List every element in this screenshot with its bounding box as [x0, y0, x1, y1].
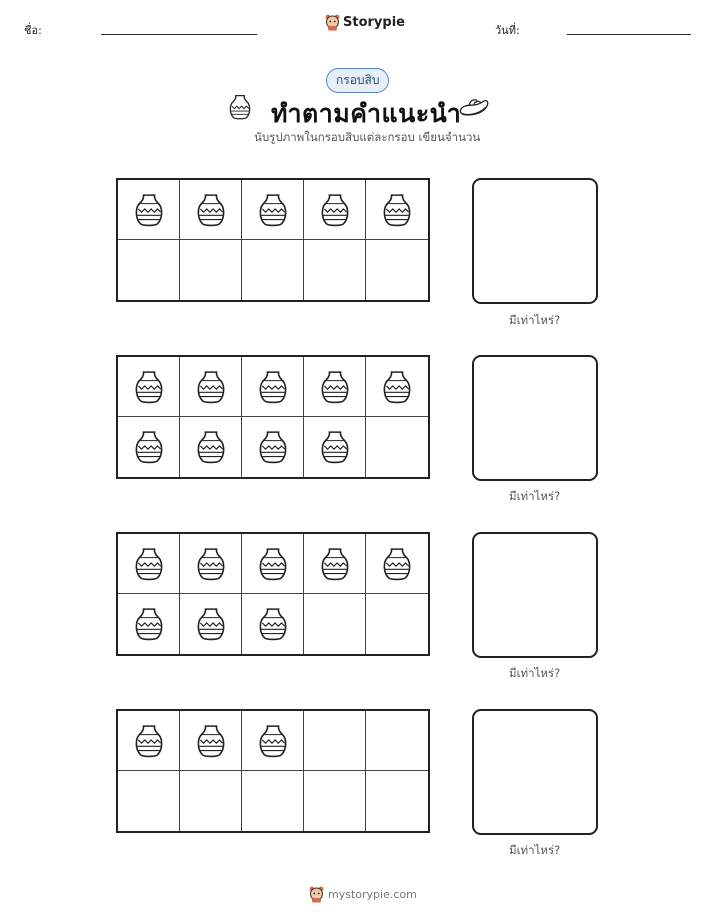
ten-frame-cell: [366, 357, 428, 417]
answer-box-1[interactable]: [472, 178, 598, 304]
vase-icon: [132, 721, 166, 761]
vase-icon: [194, 367, 228, 407]
date-label: วันที่:: [495, 24, 520, 37]
ten-frame-cell: [304, 357, 366, 417]
ten-frame-cell: [180, 180, 242, 240]
ten-frame-cell: [118, 594, 180, 654]
ten-frame-cell: [242, 240, 304, 300]
vase-icon: [132, 190, 166, 230]
name-label: ชื่อ:: [24, 24, 42, 37]
vase-icon: [318, 190, 352, 230]
footer-logo-icon: [309, 886, 324, 903]
vase-icon: [256, 721, 290, 761]
vase-icon: [380, 367, 414, 407]
ten-frame-4: [116, 709, 430, 833]
ten-frame-cell: [180, 240, 242, 300]
question-1: มีเท่าไหร่?: [509, 313, 561, 327]
vase-icon: [256, 367, 290, 407]
vase-icon: [132, 427, 166, 467]
vase-icon: [194, 427, 228, 467]
ten-frame-cell: [304, 594, 366, 654]
vase-icon: [194, 721, 228, 761]
vase-icon: [132, 604, 166, 644]
ten-frame-cell: [242, 711, 304, 771]
ten-frame-cell: [366, 534, 428, 594]
vase-icon: [318, 427, 352, 467]
question-4: มีเท่าไหร่?: [509, 843, 561, 857]
ten-frame-cell: [242, 180, 304, 240]
page-title: ทำตามคำแนะนำ: [271, 99, 462, 128]
ten-frame-cell: [304, 534, 366, 594]
ten-frame-cell: [366, 771, 428, 831]
instructions: นับรูปภาพในกรอบสิบแต่ละกรอบ เขียนจำนวน: [254, 130, 481, 144]
storypie-logo-icon: [325, 14, 340, 31]
ten-frame-cell: [366, 240, 428, 300]
ten-frame-cell: [118, 771, 180, 831]
ten-frame-cell: [366, 180, 428, 240]
ten-frame-cell: [118, 240, 180, 300]
name-line[interactable]: [101, 34, 257, 35]
ten-frame-cell: [180, 417, 242, 477]
ten-frame-cell: [180, 594, 242, 654]
vase-icon: [318, 367, 352, 407]
footer: [309, 886, 417, 903]
ten-frame-cell: [180, 534, 242, 594]
ten-frame-cell: [242, 771, 304, 831]
ten-frame-cell: [118, 711, 180, 771]
ten-frame-cell: [304, 771, 366, 831]
footer-url[interactable]: mystorypie.com: [328, 888, 417, 901]
ten-frame-cell: [180, 357, 242, 417]
vase-icon: [256, 544, 290, 584]
ten-frame-cell: [118, 180, 180, 240]
ten-frame-cell: [366, 417, 428, 477]
ten-frame-cell: [242, 357, 304, 417]
topic-tag: กรอบสิบ: [326, 68, 389, 93]
vase-icon: [194, 190, 228, 230]
ten-frame-cell: [180, 711, 242, 771]
question-3: มีเท่าไหร่?: [509, 666, 561, 680]
vase-icon: [318, 544, 352, 584]
sandal-icon: [458, 93, 490, 123]
ten-frame-cell: [118, 534, 180, 594]
ten-frame-cell: [118, 417, 180, 477]
vase-icon: [256, 190, 290, 230]
vase-icon: [256, 604, 290, 644]
ten-frame-2: [116, 355, 430, 479]
vase-icon: [227, 92, 253, 126]
ten-frame-cell: [242, 417, 304, 477]
ten-frame-3: [116, 532, 430, 656]
vase-icon: [132, 367, 166, 407]
ten-frame-cell: [366, 594, 428, 654]
vase-icon: [380, 190, 414, 230]
vase-icon: [194, 604, 228, 644]
brand-name: Storypie: [343, 15, 405, 30]
ten-frame-cell: [180, 771, 242, 831]
answer-box-2[interactable]: [472, 355, 598, 481]
ten-frame-cell: [242, 534, 304, 594]
brand: [325, 14, 405, 31]
ten-frame-cell: [304, 417, 366, 477]
question-2: มีเท่าไหร่?: [509, 489, 561, 503]
vase-icon: [194, 544, 228, 584]
ten-frame-cell: [304, 180, 366, 240]
ten-frame-cell: [242, 594, 304, 654]
answer-box-4[interactable]: [472, 709, 598, 835]
ten-frame-cell: [366, 711, 428, 771]
answer-box-3[interactable]: [472, 532, 598, 658]
ten-frame-cell: [118, 357, 180, 417]
date-line[interactable]: [567, 34, 691, 35]
ten-frame-1: [116, 178, 430, 302]
vase-icon: [256, 427, 290, 467]
ten-frame-cell: [304, 240, 366, 300]
vase-icon: [132, 544, 166, 584]
vase-icon: [380, 544, 414, 584]
ten-frame-cell: [304, 711, 366, 771]
